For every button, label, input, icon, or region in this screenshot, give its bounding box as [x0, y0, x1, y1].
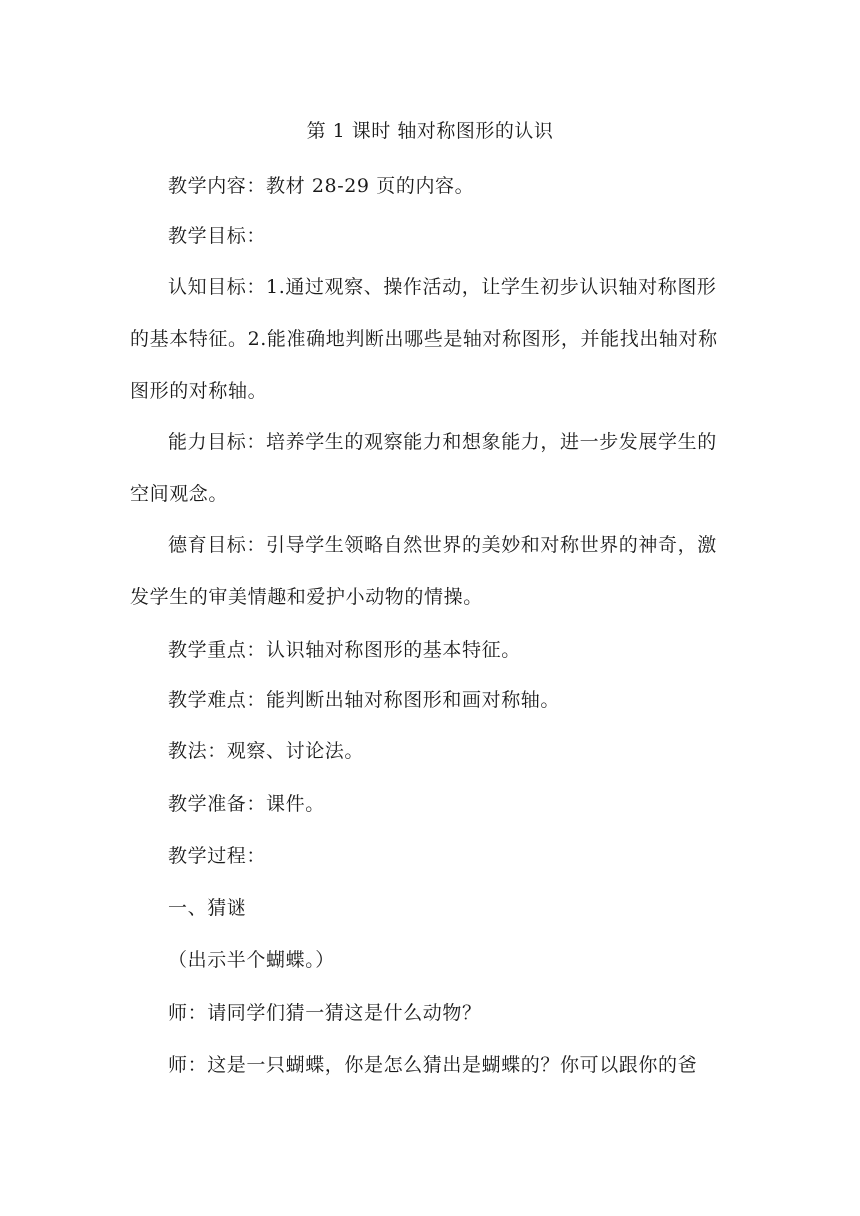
paragraph-ability-objective: 能力目标：培养学生的观察能力和想象能力，进一步发展学生的空间观念。: [130, 431, 717, 505]
paragraph-cognitive-objective: 认知目标：1.通过观察、操作活动，让学生初步认识轴对称图形的基本特征。2.能准确地判断出哪些是轴对称图形，并能找出轴对称图形的对称轴。: [130, 276, 718, 402]
paragraph-teaching-content: 教学内容：教材 28-29 页的内容。: [168, 175, 475, 197]
paragraph-teaching-process: 教学过程：: [168, 845, 267, 867]
section-heading-riddle: 一、猜谜: [168, 897, 247, 919]
document-title: 第 1 课时 轴对称图形的认识: [306, 120, 554, 142]
paragraph-preparation: 教学准备：课件。: [168, 793, 325, 815]
paragraph-difficult-point: 教学难点：能判断出轴对称图形和画对称轴。: [168, 689, 561, 711]
paragraph-moral-objective: 德育目标：引导学生领略自然世界的美妙和对称世界的神奇，激发学生的审美情趣和爱护小动物的情操。: [130, 534, 717, 608]
paragraph-teaching-objectives: 教学目标：: [168, 225, 267, 247]
paragraph-show-half-butterfly: （出示半个蝴蝶。）: [168, 949, 335, 971]
paragraph-teacher-followup: 师：这是一只蝴蝶，你是怎么猜出是蝴蝶的？你可以跟你的爸: [168, 1054, 698, 1076]
paragraph-teaching-method: 教法：观察、讨论法。: [168, 740, 365, 762]
paragraph-key-point: 教学重点：认识轴对称图形的基本特征。: [168, 639, 521, 661]
paragraph-teacher-question: 师：请同学们猜一猜这是什么动物？: [168, 1002, 482, 1024]
